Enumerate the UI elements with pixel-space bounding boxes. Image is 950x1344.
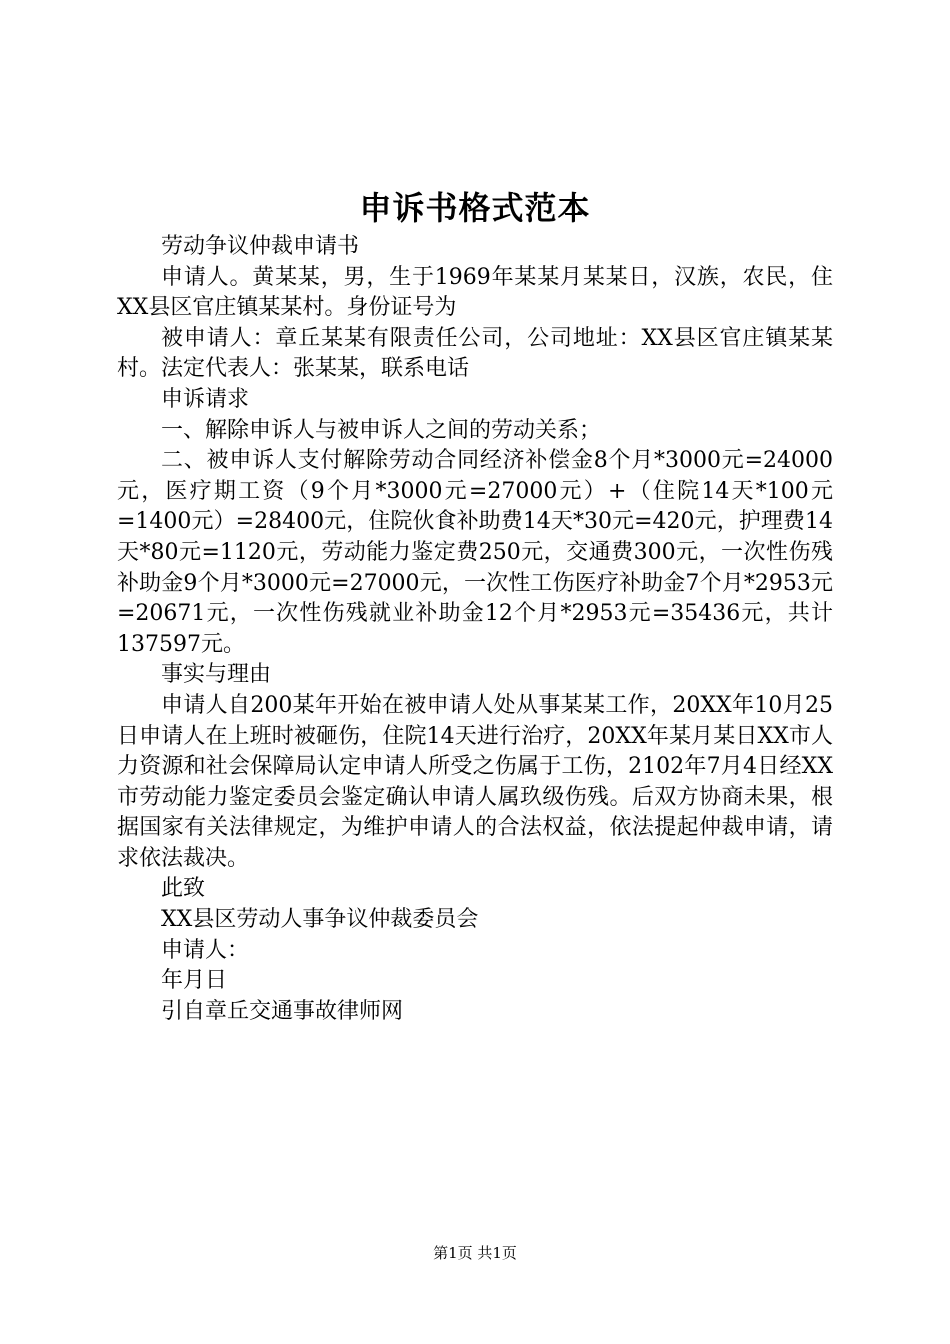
paragraph-applicant: 申请人。黄某某，男，生于1969年某某月某某日，汉族，农民，住XX县区官庄镇某某村。身份证号为 bbox=[117, 264, 833, 321]
section-claims-heading: 申诉请求 bbox=[161, 386, 250, 412]
closing-salutation: 此致 bbox=[161, 876, 206, 902]
claim-item-1: 一、解除申诉人与被申诉人之间的劳动关系； bbox=[161, 417, 602, 443]
paragraph-facts: 申请人自200某年开始在被申请人处从事某某工作，20XX年10月25日申请人在上班时被砸伤，住院14天进行治疗，20XX年某月某日XX市人力资源和社会保障局认定申请人所受之伤属于工伤，2102年7月4日经XX市劳动能力鉴定委员会鉴定确认申请人属玖级伤残。后双方协商未果，根据国家有关法律规定，为维护申请人的合法权益，依法提起仲裁申请，请求依法裁决。 bbox=[117, 692, 833, 871]
claim-item-2: 二、被申诉人支付解除劳动合同经济补偿金8个月*3000元=24000元，医疗期工资（9个月*3000元=27000元）+（住院14天*100元=1400元）=28400元，住院伙食补助费14天*30元=420元，护理费14天*80元=1120元，劳动能力鉴定费250元，交通费300元，一次性伤残补助金9个月*3000元=27000元，一次性工伤医疗补助金7个月*2953元=20671元，一次性伤残就业补助金12个月*2953元=35436元，共计137597元。 bbox=[117, 448, 833, 657]
paragraph-heading: 劳动争议仲裁申请书 bbox=[161, 234, 360, 259]
section-facts-heading: 事实与理由 bbox=[161, 662, 272, 688]
document-title: 申诉书格式范本 bbox=[359, 189, 591, 227]
page-footer: 第1页 共1页 bbox=[433, 1244, 517, 1262]
addressee: XX县区劳动人事争议仲裁委员会 bbox=[161, 907, 479, 933]
source-note: 引自章丘交通事故律师网 bbox=[161, 998, 404, 1024]
signature-date: 年月日 bbox=[161, 968, 228, 994]
paragraph-respondent: 被申请人：章丘某某有限责任公司，公司地址：XX县区官庄镇某某村。法定代表人：张某某，联系电话 bbox=[117, 325, 833, 382]
document-body bbox=[117, 232, 833, 1027]
signature-applicant: 申请人： bbox=[161, 937, 250, 963]
